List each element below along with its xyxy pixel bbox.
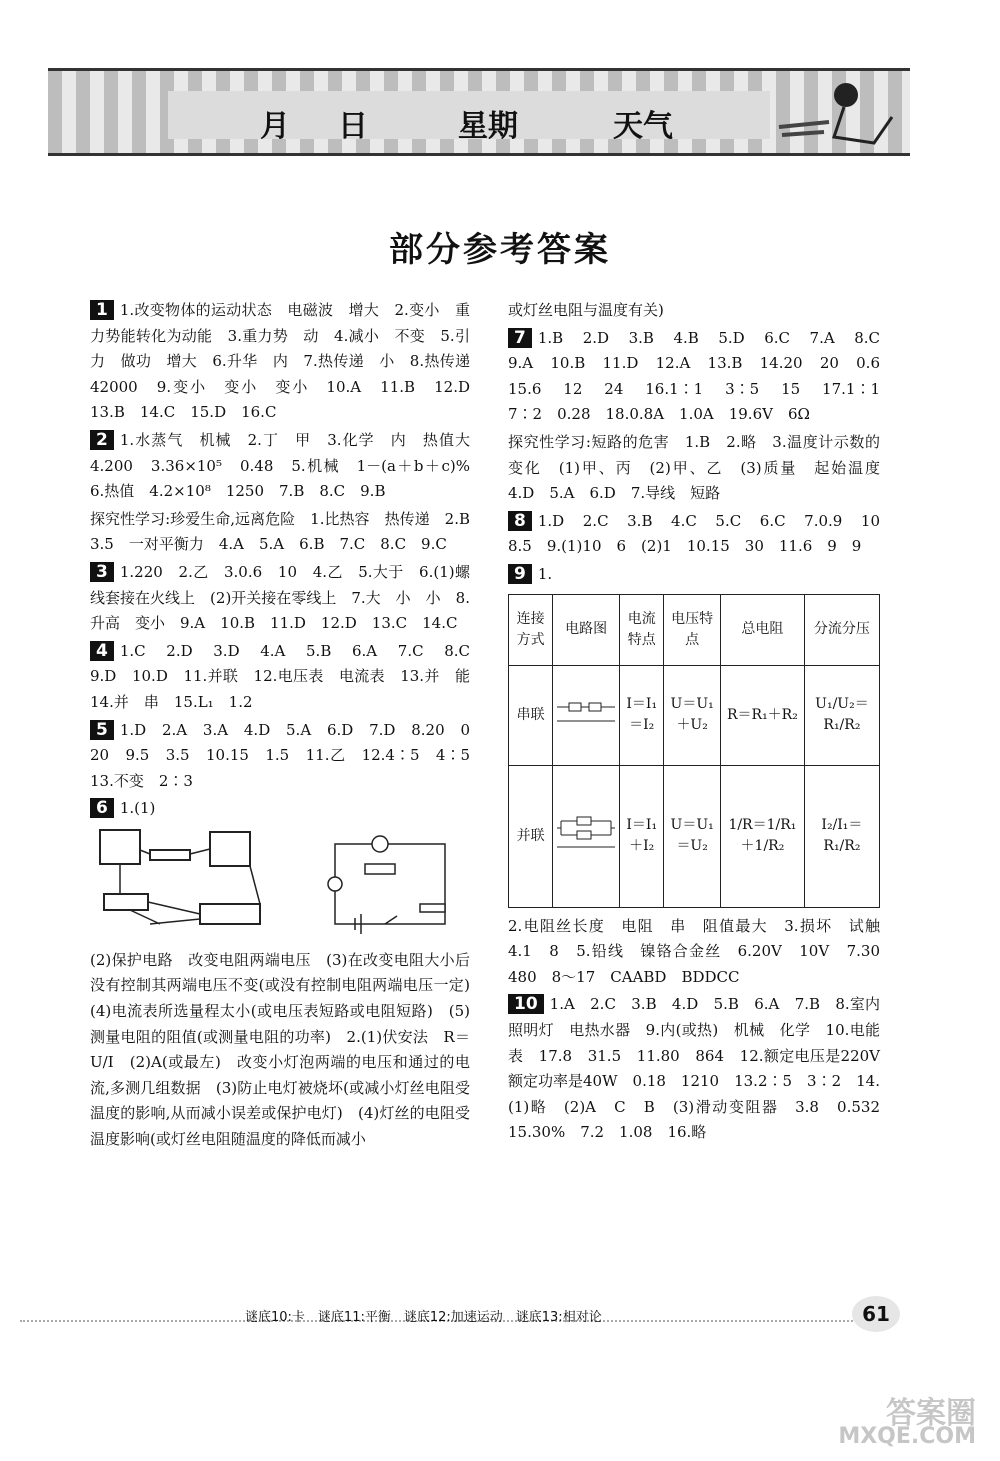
row-voltage: U＝U₁＋U₂ — [664, 665, 721, 765]
table-header: 电流特点 — [620, 594, 664, 665]
section-5 — [90, 718, 486, 795]
section-text: 1.220 2.乙 3.0.6 10 4.乙 5.大于 6.(1)螺线套接在火线上 (2)开关接在零线上 7.大 小 小 8.升高 变小 9.A 10.B 11.D 12.D 13.C 14.C — [90, 562, 470, 633]
table-row — [509, 665, 880, 765]
weather-label: 天气 — [613, 109, 673, 144]
month-label: 月 — [260, 109, 290, 144]
physical-circuit-figure — [90, 824, 310, 944]
table-header: 电路图 — [553, 594, 620, 665]
section-6-body: (2)保护电路 改变电阻两端电压 (3)在改变电阻大小后没有控制其两端电压不变(或没有控制电阻两端电压一定) (4)电流表所选量程太小(或电压表短路或电阻短路) (5)测量电阻的阻值(或测量电阻的功率) 2.(1)伏安法 R＝U/I (2)A(或最左) 改变小灯泡两端的电压和通过的电流,多测几组数据 (3)防止电灯被烧坏(或减小灯丝电阻受温度的影响,从而减小误差或保护电灯) (4)灯丝的电阻受温度影响(或灯丝电阻随温度的降低而减小 — [90, 950, 486, 1149]
series-diagram — [553, 665, 620, 765]
section-text: 1.(1) — [119, 799, 156, 818]
section-3 — [90, 560, 470, 637]
section-7-inquiry: 探究性学习:短路的危害 1.B 2.略 3.温度计示数的变化 (1)甲、丙 (2)甲、乙 (3)质量 起始温度 4.D 5.A 6.D 7.导线 短路 — [508, 432, 896, 503]
section-text: 1.D 2.C 3.B 4.C 5.C 6.C 7.0.9 10 8.5 9.(1)10 6 (2)1 10.15 30 11.6 9 9 — [508, 511, 896, 556]
section-6-head — [90, 796, 470, 822]
section-badge: 5 — [90, 720, 114, 740]
row-type: 并联 — [509, 765, 553, 907]
section-4 — [90, 639, 486, 716]
series-circuit-icon — [555, 697, 617, 727]
left-column — [90, 298, 486, 1155]
parallel-circuit-icon — [555, 813, 617, 853]
parallel-diagram — [553, 765, 620, 907]
section-badge: 2 — [90, 430, 114, 450]
circuit-schematic — [325, 834, 455, 934]
section-9-body: 2.电阻丝长度 电阻 串 阻值最大 3.损坏 试触 4.1 8 5.铅线 镍铬合金丝 6.20V 10V 7.30 480 8～17 CAABD BDDCC — [508, 916, 896, 986]
week-label: 星期 — [458, 109, 518, 144]
section-badge: 9 — [508, 564, 532, 584]
section-badge: 7 — [508, 328, 532, 348]
section-text: 1.水蒸气 机械 2.丁 甲 3.化学 内 热值大 4.200 3.36×10⁵ 0.48 5.机械 1－(a＋b＋c)% 6.热值 4.2×10⁸ 1250 7.B 8.C 9.B — [90, 430, 486, 501]
row-ratio: I₂/I₁＝R₁/R₂ — [804, 765, 879, 907]
section-badge: 8 — [508, 511, 532, 531]
table-header: 总电阻 — [720, 594, 804, 665]
page-number: 61 — [852, 1296, 900, 1332]
circuit-comparison-table — [508, 594, 880, 908]
table-header: 电压特点 — [664, 594, 721, 665]
section-6-continued: 或灯丝电阻与温度有关) — [508, 301, 664, 319]
table-header: 连接方式 — [509, 594, 553, 665]
table-header-row — [509, 594, 880, 665]
section-8 — [508, 509, 896, 560]
row-resistance: R＝R₁＋R₂ — [720, 665, 804, 765]
section-9-head — [508, 562, 880, 588]
section-text: 1.C 2.D 3.D 4.A 5.B 6.A 7.C 8.C 9.D 10.D 11.并联 12.电压表 电流表 13.并 能 14.并 串 15.L₁ 1.2 — [90, 641, 486, 711]
section-1 — [90, 298, 486, 426]
section-7 — [508, 326, 896, 428]
page-title: 部分参考答案 — [389, 230, 611, 270]
table-header: 分流分压 — [804, 594, 879, 665]
section-text: 1.D 2.A 3.A 4.D 5.A 6.D 7.D 8.20 0 20 9.5 3.5 10.15 1.5 11.乙 12.4∶5 4∶5 13.不变 2∶3 — [90, 720, 486, 790]
row-type: 串联 — [509, 665, 553, 765]
row-ratio: U₁/U₂＝R₁/R₂ — [804, 665, 879, 765]
girl-illustration-icon — [774, 77, 894, 147]
circuit-figures — [90, 824, 470, 944]
section-badge: 6 — [90, 798, 114, 818]
section-badge: 4 — [90, 641, 114, 661]
section-10 — [508, 992, 896, 1146]
section-badge: 3 — [90, 562, 114, 582]
watermark-logo: 答案圈 — [886, 1396, 976, 1431]
section-2-inquiry: 探究性学习:珍爱生命,远离危险 1.比热容 热传递 2.B 3.5 一对平衡力 4.A 5.A 6.B 7.C 8.C 9.C — [90, 509, 486, 554]
day-label: 日 — [338, 109, 368, 144]
row-voltage: U＝U₁＝U₂ — [664, 765, 721, 907]
section-badge: 10 — [508, 994, 544, 1014]
riddle-answers: 谜底10:卡 谜底11:平衡 谜底12:加速运动 谜底13:相对论 — [245, 1310, 602, 1325]
row-resistance: 1/R＝1/R₁＋1/R₂ — [720, 765, 804, 907]
section-text: 1.A 2.C 3.B 4.D 5.B 6.A 7.B 8.室内照明灯 电热水器 9.内(或热) 机械 化学 10.电能表 17.8 31.5 11.80 864 12.额定电压是220V 额定功率是40W 0.18 1210 13.2∶5 3∶2 14.(1)略 (2)A C B (3)滑动变阻器 3.8 0.532 15.30% 7.2 1.08 16.略 — [508, 995, 896, 1142]
table-row — [509, 765, 880, 907]
page-footer — [20, 1296, 980, 1336]
section-text: 1. — [537, 564, 553, 583]
section-text: 1.B 2.D 3.B 4.B 5.D 6.C 7.A 8.C 9.A 10.B 11.D 12.A 13.B 14.20 20 0.6 15.6 12 24 16.1∶1 3∶5 15 17.1∶1 7∶2 0.28 18.0.8A 1.0A 19.6V 6Ω — [508, 328, 896, 424]
right-column — [508, 298, 896, 1148]
section-2 — [90, 428, 486, 505]
section-badge: 1 — [90, 300, 114, 320]
watermark-url: MXQE.COM — [838, 1424, 976, 1449]
row-current: I＝I₁＋I₂ — [620, 765, 664, 907]
header-banner — [48, 68, 910, 156]
section-text: 1.改变物体的运动状态 电磁波 增大 2.变小 重力势能转化为动能 3.重力势 动 4.减小 不变 5.引力 做功 增大 6.升华 内 7.热传递 小 8.热传递 42000 9.变小 变小 变小 10.A 11.B 12.D 13.B 14.C 15.D 16.C — [90, 301, 486, 422]
row-current: I＝I₁＝I₂ — [620, 665, 664, 765]
